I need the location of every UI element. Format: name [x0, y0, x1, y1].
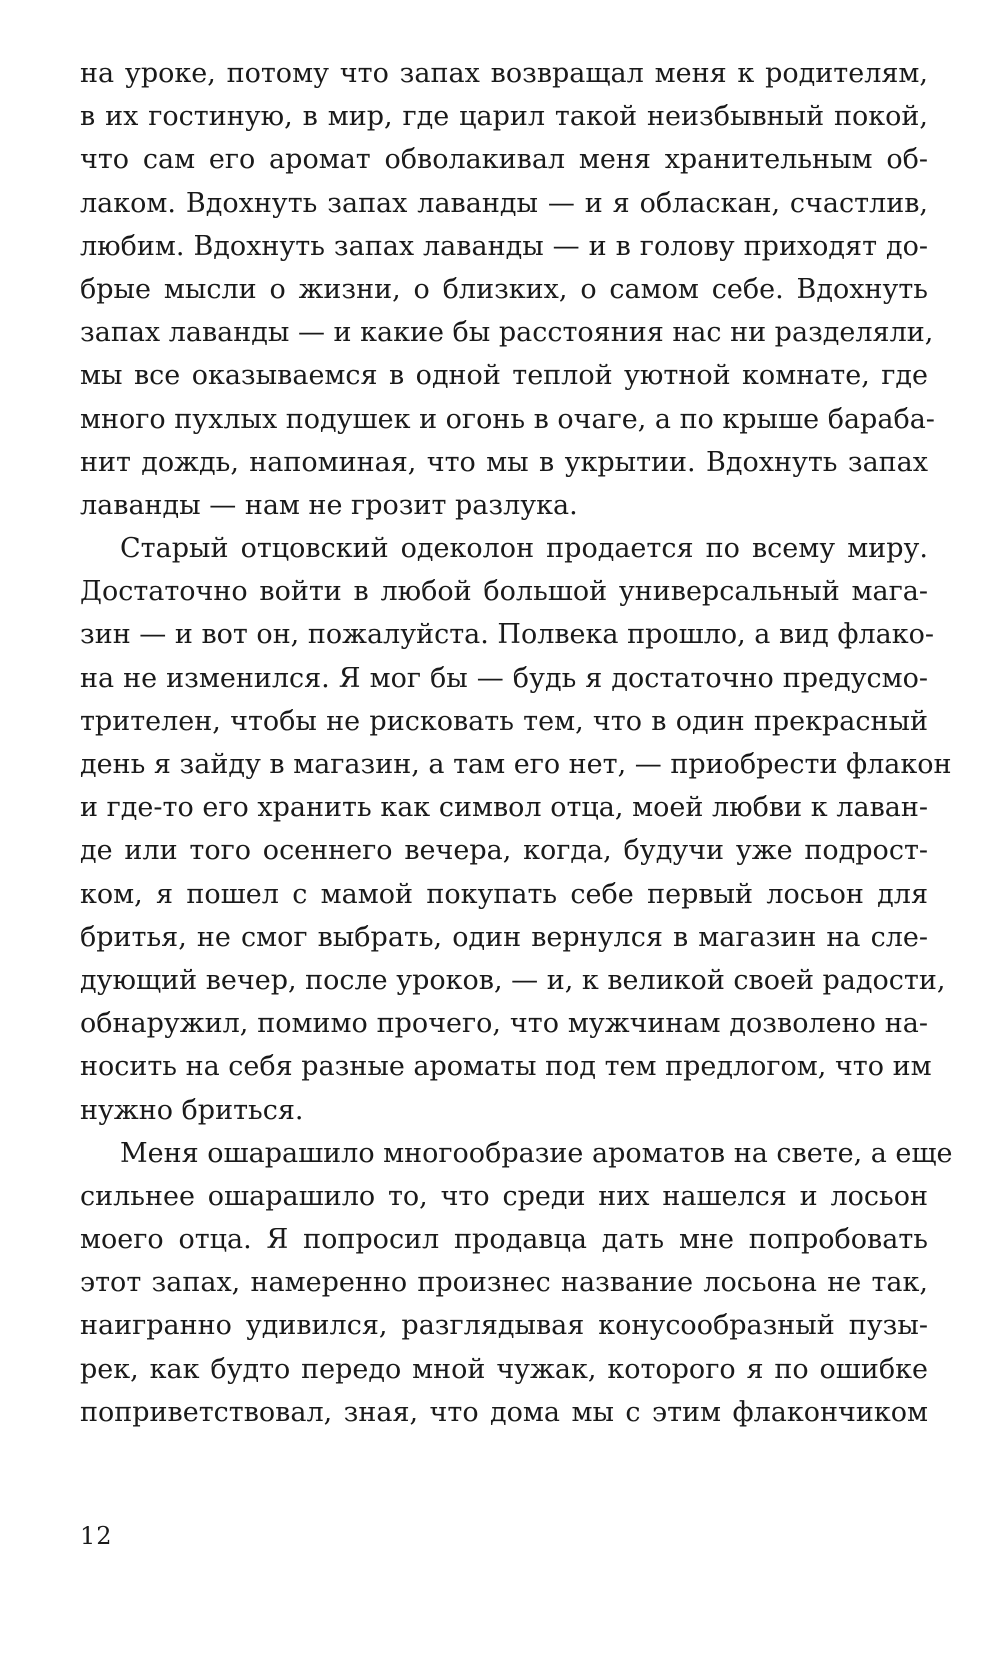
text-line: брые мысли о жизни, о близких, о самом себе. Вдохнуть: [80, 273, 928, 305]
text-line: Старый отцовский одеколон продается по всему миру.: [120, 533, 928, 565]
text-line: трителен, чтобы не рисковать тем, что в один прекрасный: [80, 705, 928, 737]
text-line: поприветствовал, зная, что дома мы с этим флакончиком: [80, 1396, 928, 1428]
text-line: зин — и вот он, пожалуйста. Полвека прошло, а вид флако-: [80, 619, 935, 651]
text-line: этот запах, намеренно произнес название лосьона не так,: [80, 1267, 928, 1299]
text-line: запах лаванды — и какие бы расстояния нас ни разделяли,: [80, 317, 934, 349]
text-line: рек, как будто передо мной чужак, которого я по ошибке: [80, 1353, 928, 1385]
text-line: носить на себя разные ароматы под тем предлогом, что им: [80, 1051, 932, 1083]
text-line: лаванды — нам не грозит разлука.: [80, 489, 578, 521]
paragraph: [80, 527, 952, 1132]
text-line: де или того осеннего вечера, когда, будучи уже подрост-: [80, 835, 928, 867]
text-line: моего отца. Я попросил продавца дать мне попробовать: [80, 1224, 928, 1256]
body-text: [80, 52, 953, 1434]
text-line: на уроке, потому что запах возвращал меня к родителям,: [80, 58, 928, 89]
text-line: бритья, не смог выбрать, один вернулся в магазин на сле-: [80, 921, 928, 953]
text-line: день я зайду в магазин, а там его нет, — приобрести флакон: [80, 749, 952, 780]
page-number: 12: [80, 1522, 113, 1550]
text-line: нит дождь, напоминая, что мы в укрытии. Вдохнуть запах: [80, 446, 928, 478]
text-line: наигранно удивился, разглядывая конусообразный пузы-: [80, 1310, 928, 1342]
text-line: ком, я пошел с мамой покупать себе первый лосьон для: [80, 878, 928, 910]
text-line: мы все оказываемся в одной теплой уютной комнате, где: [80, 360, 928, 392]
text-line: и где-то его хранить как символ отца, моей любви к лаван-: [80, 792, 928, 824]
text-line: на не изменился. Я мог бы — будь я достаточно предусмо-: [80, 662, 928, 694]
text-line: Достаточно войти в любой большой универсальный мага-: [80, 576, 928, 608]
text-line: лаком. Вдохнуть запах лаванды — и я обласкан, счастлив,: [80, 187, 928, 219]
text-line: что сам его аромат обволакивал меня хранительным об-: [80, 144, 928, 176]
paragraph: [80, 1132, 953, 1434]
text-line: любим. Вдохнуть запах лаванды — и в голову приходят до-: [80, 230, 928, 262]
text-line: Меня ошарашило многообразие ароматов на свете, а еще: [120, 1137, 953, 1169]
text-line: сильнее ошарашило то, что среди них нашелся и лосьон: [80, 1180, 928, 1212]
text-line: обнаружил, помимо прочего, что мужчинам дозволено на-: [80, 1008, 928, 1040]
text-line: дующий вечер, после уроков, — и, к великой своей радости,: [80, 964, 946, 996]
text-line: нужно бриться.: [80, 1094, 304, 1126]
text-line: в их гостиную, в мир, где царил такой неизбывный покой,: [80, 101, 928, 133]
text-line: много пухлых подушек и огонь в очаге, а по крыше бараба-: [80, 403, 935, 435]
paragraph: [80, 52, 935, 527]
